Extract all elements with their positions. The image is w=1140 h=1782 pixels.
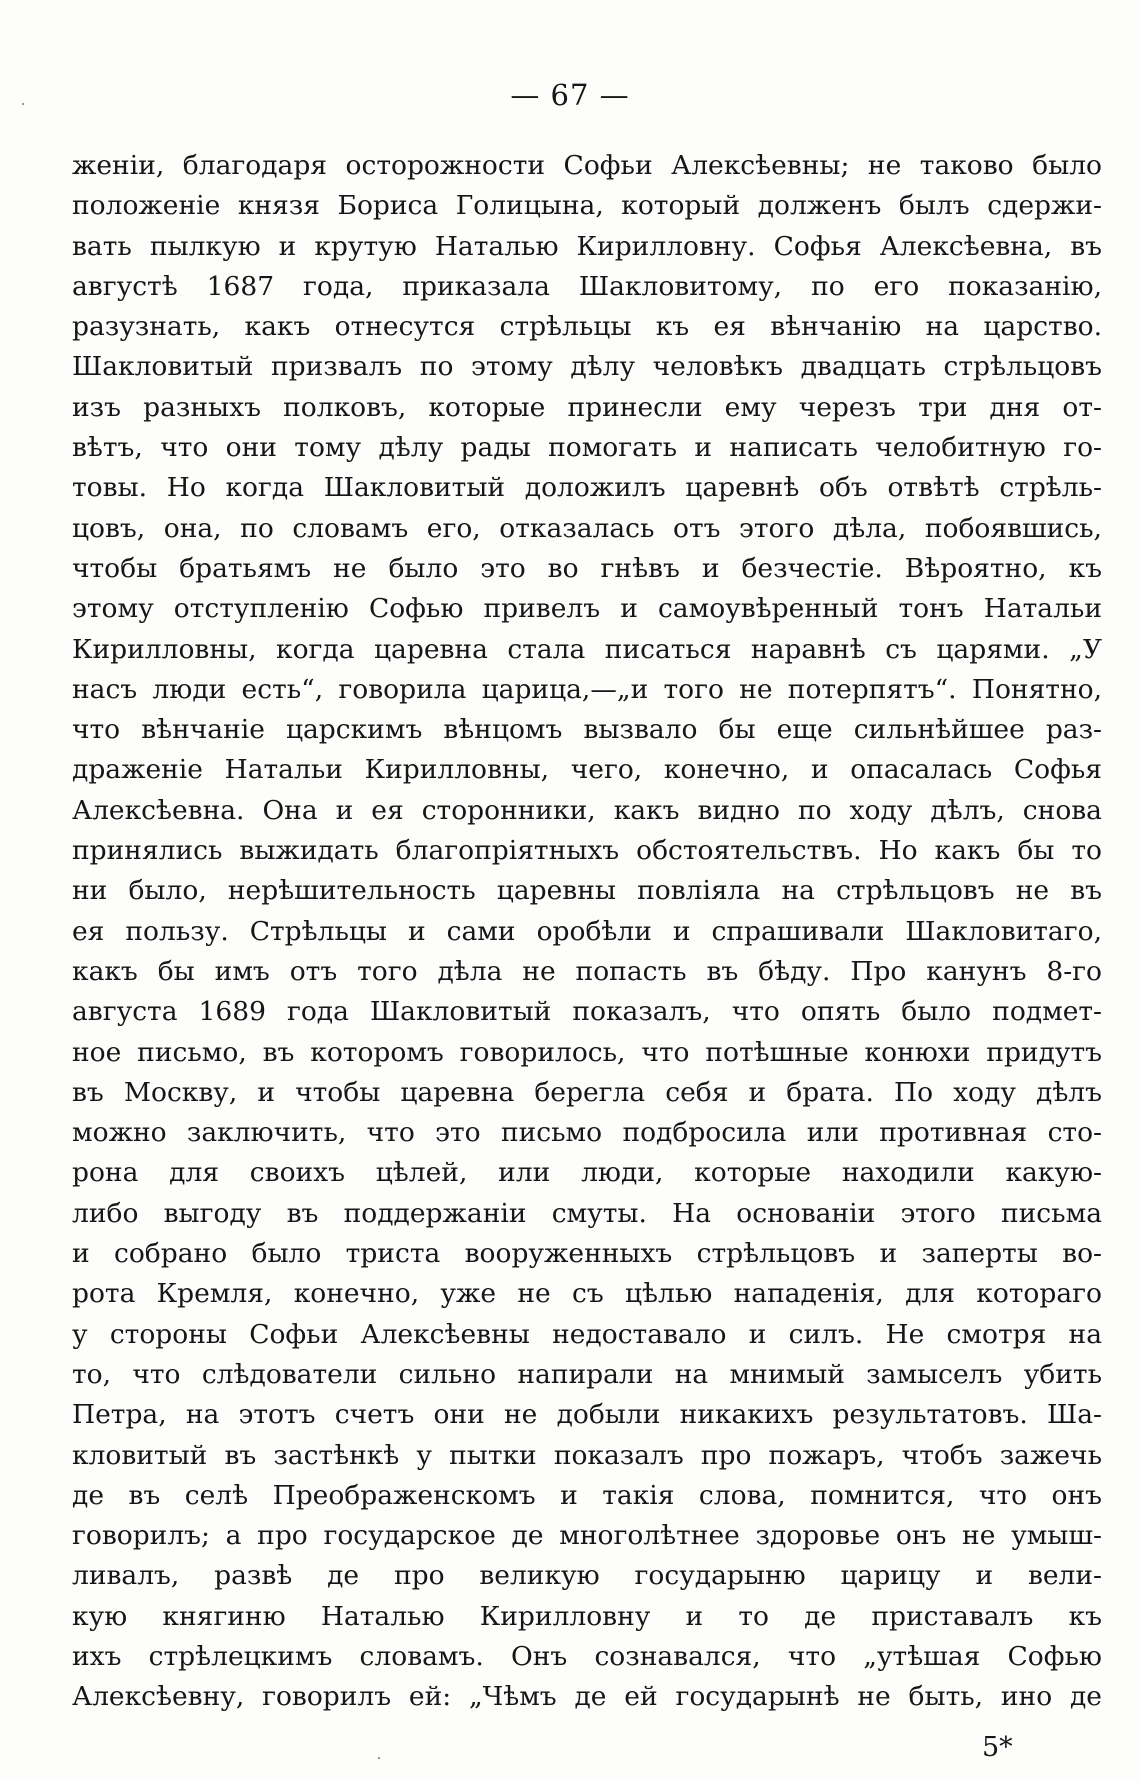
text-line: августѣ 1687 года, приказала Шакловитому, по его показанію, [72,270,1102,302]
text-line: какъ бы имъ отъ того дѣла не попасть въ бѣду. Про канунъ 8-го [72,955,1102,987]
text-line: ное письмо, въ которомъ говорилось, что потѣшные конюхи придутъ [72,1036,1102,1068]
text-line: Петра, на этотъ счетъ они не добыли никакихъ результатовъ. Ша- [72,1399,1102,1431]
text-line: Шакловитый призвалъ по этому дѣлу человѣкъ двадцать стрѣльцовъ [72,351,1102,383]
text-line: де въ селѣ Преображенскомъ и такія слова, помнится, что онъ [72,1479,1102,1511]
paper-speck [22,103,24,105]
text-line: изъ разныхъ полковъ, которые принесли ему черезъ три дня от- [72,391,1102,423]
text-line: то, что слѣдователи сильно напирали на мнимый замыселъ убить [72,1358,1102,1390]
text-line: вѣтъ, что они тому дѣлу рады помогать и написать челобитную го- [72,432,1102,464]
text-line: ея пользу. Стрѣльцы и сами оробѣли и спрашивали Шакловитаго, [72,915,1102,947]
text-line: августа 1689 года Шакловитый показалъ, что опять было подмет- [72,996,1102,1028]
page-number: — 67 — [510,78,630,112]
text-line: цовъ, она, по словамъ его, отказалась отъ этого дѣла, побоявшись, [72,512,1102,544]
text-line: вать пылкую и крутую Наталью Кирилловну. Софья Алексѣевна, въ [72,230,1102,262]
body-text [72,146,1102,1718]
text-line: что вѣнчаніе царскимъ вѣнцомъ вызвало бы еще сильнѣйшее раз- [72,714,1102,746]
text-line: Алексѣевна. Она и ея сторонники, какъ видно по ходу дѣлъ, снова [72,794,1102,826]
text-line: этому отступленію Софью привелъ и самоувѣренный тонъ Натальи [72,593,1102,625]
text-line: драженіе Натальи Кирилловны, чего, конечно, и опасалась Софья [72,754,1102,786]
text-line: насъ люди есть“, говорила царица,—„и того не потерпятъ“. Понятно, [72,673,1102,705]
text-line: либо выгоду въ поддержаніи смуты. На основаніи этого письма [72,1197,1102,1229]
text-line: рона для своихъ цѣлей, или люди, которые находили какую- [72,1157,1102,1189]
text-line: говорилъ; а про государское де многолѣтнее здоровье онъ не умыш- [72,1520,1102,1552]
signature-mark: 5* [982,1732,1013,1763]
text-line: кую княгиню Наталью Кирилловну и то де приставалъ къ [72,1600,1102,1632]
text-line: ихъ стрѣлецкимъ словамъ. Онъ сознавался, что „утѣшая Софью [72,1640,1102,1672]
text-line: Кирилловны, когда царевна стала писаться наравнѣ съ царями. „У [72,633,1102,665]
paper-speck [378,1757,380,1759]
text-line: ливалъ, развѣ де про великую государыню царицу и вели- [72,1560,1102,1592]
text-line: женіи, благодаря осторожности Софьи Алексѣевны; не таково было [72,150,1102,181]
text-line: въ Москву, и чтобы царевна берегла себя и брата. По ходу дѣлъ [72,1076,1102,1108]
text-line: разузнать, какъ отнесутся стрѣльцы къ ея вѣнчанію на царство. [72,311,1102,343]
text-line: и собрано было триста вооруженныхъ стрѣльцовъ и заперты во- [72,1238,1102,1270]
text-line: положеніе князя Бориса Голицына, который долженъ былъ сдержи- [72,190,1102,222]
text-line: у стороны Софьи Алексѣевны недоставало и силъ. Не смотря на [72,1318,1102,1350]
text-line: чтобы братьямъ не было это во гнѣвъ и безчестіе. Вѣроятно, къ [72,552,1102,584]
text-line: принялись выжидать благопріятныхъ обстоятельствъ. Но какъ бы то [72,835,1102,867]
text-line: рота Кремля, конечно, уже не съ цѣлью нападенія, для котораго [72,1278,1102,1310]
text-line: можно заключить, что это письмо подбросила или противная сто- [72,1117,1102,1149]
text-line: товы. Но когда Шакловитый доложилъ царевнѣ объ отвѣтѣ стрѣль- [72,472,1102,504]
text-line: Алексѣевну, говорилъ ей: „Чѣмъ де ей государынѣ не быть, ино де [72,1681,1102,1713]
text-line: кловитый въ застѣнкѣ у пытки показалъ про пожаръ, чтобъ зажечь [72,1439,1102,1471]
text-line: ни было, нерѣшительность царевны повліяла на стрѣльцовъ не въ [72,875,1102,907]
